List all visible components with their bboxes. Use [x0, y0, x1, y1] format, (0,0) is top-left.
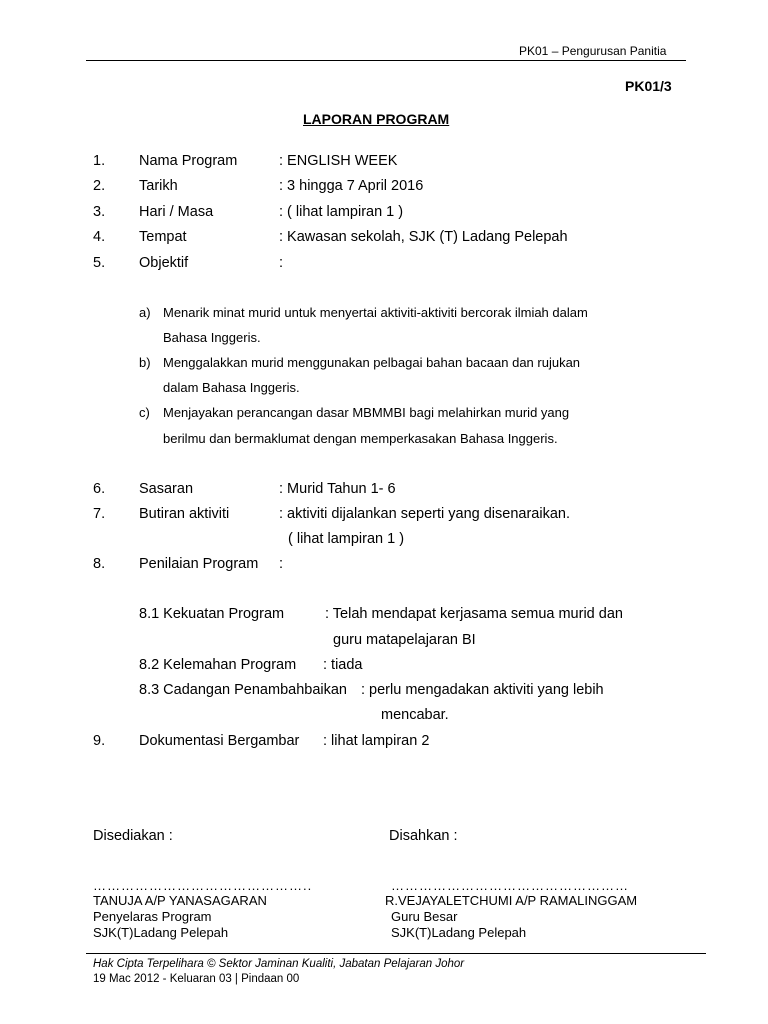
preparer-name: TANUJA A/P YANASAGARAN — [93, 893, 267, 908]
item-label: Sasaran — [139, 481, 194, 497]
item-number: 8. — [93, 556, 106, 572]
item-value: : ( lihat lampiran 1 ) — [279, 204, 404, 220]
header-divider — [86, 60, 686, 61]
preparer-role: Penyelaras Program — [93, 909, 212, 924]
approver-school: SJK(T)Ladang Pelepah — [391, 925, 527, 940]
objective-letter: c) — [139, 405, 150, 420]
item-value: : 3 hingga 7 April 2016 — [279, 178, 424, 194]
item-value: : — [279, 255, 284, 271]
objective-letter: a) — [139, 305, 151, 320]
footer-revision: 19 Mac 2012 - Keluaran 03 | Pindaan 00 — [93, 973, 300, 985]
item-number: 5. — [93, 255, 106, 271]
document-code: PK01/3 — [625, 78, 672, 94]
item-number: 3. — [93, 204, 106, 220]
preparer-school: SJK(T)Ladang Pelepah — [93, 925, 229, 940]
item-number: 6. — [93, 481, 106, 497]
approved-by-label: Disahkan : — [389, 828, 458, 844]
evaluation-label: 8.2 Kelemahan Program — [139, 657, 297, 673]
evaluation-value-continued: mencabar. — [381, 707, 449, 723]
evaluation-value-continued: guru matapelajaran BI — [333, 632, 476, 648]
item-number: 1. — [93, 153, 106, 169]
objective-text: Menarik minat murid untuk menyertai aktiviti-aktiviti bercorak ilmiah dalam — [163, 305, 588, 320]
item-number: 9. — [93, 733, 106, 749]
evaluation-value: : Telah mendapat kerjasama semua murid dan — [325, 606, 623, 622]
signature-line-right: …………………………………………… — [391, 878, 629, 893]
evaluation-label: 8.3 Cadangan Penambahbaikan — [139, 682, 347, 698]
evaluation-value: : perlu mengadakan aktiviti yang lebih — [361, 682, 604, 698]
item-label: Penilaian Program — [139, 556, 259, 572]
item-value: : Murid Tahun 1- 6 — [279, 481, 396, 497]
item-value-continued: ( lihat lampiran 1 ) — [288, 531, 405, 547]
item-value: : aktiviti dijalankan seperti yang disenaraikan. — [279, 506, 570, 522]
approver-role: Guru Besar — [391, 909, 458, 924]
document-title: LAPORAN PROGRAM — [303, 111, 450, 127]
item-label: Tempat — [139, 229, 187, 245]
item-value: : Kawasan sekolah, SJK (T) Ladang Pelepah — [279, 229, 568, 245]
prepared-by-label: Disediakan : — [93, 828, 173, 844]
objective-text: Bahasa Inggeris. — [163, 330, 261, 345]
objective-letter: b) — [139, 355, 151, 370]
objective-text: Menjayakan perancangan dasar MBMMBI bagi melahirkan murid yang — [163, 405, 570, 420]
item-value: : lihat lampiran 2 — [323, 733, 430, 749]
footer-divider — [86, 953, 706, 954]
item-label: Objektif — [139, 255, 189, 271]
item-label: Tarikh — [139, 178, 178, 194]
item-label: Dokumentasi Bergambar — [139, 733, 300, 749]
item-label: Butiran aktiviti — [139, 506, 230, 522]
signature-line-left: ……………………………………….. — [93, 878, 313, 893]
footer-copyright: Hak Cipta Terpelihara © Sektor Jaminan Kualiti, Jabatan Pelajaran Johor — [93, 958, 465, 970]
item-value: : ENGLISH WEEK — [279, 153, 398, 169]
item-value: : — [279, 556, 284, 572]
item-number: 7. — [93, 506, 106, 522]
evaluation-value: : tiada — [323, 657, 363, 673]
objective-text: Menggalakkan murid menggunakan pelbagai bahan bacaan dan rujukan — [163, 355, 581, 370]
item-number: 4. — [93, 229, 106, 245]
item-number: 2. — [93, 178, 106, 194]
header-text: PK01 – Pengurusan Panitia — [519, 44, 667, 58]
item-label: Hari / Masa — [139, 204, 214, 220]
item-label: Nama Program — [139, 153, 238, 169]
evaluation-label: 8.1 Kekuatan Program — [139, 606, 285, 622]
objective-text: berilmu dan bermaklumat dengan memperkasakan Bahasa Inggeris. — [163, 431, 558, 446]
objective-text: dalam Bahasa Inggeris. — [163, 380, 300, 395]
approver-name: R.VEJAYALETCHUMI A/P RAMALINGGAM — [385, 893, 638, 908]
